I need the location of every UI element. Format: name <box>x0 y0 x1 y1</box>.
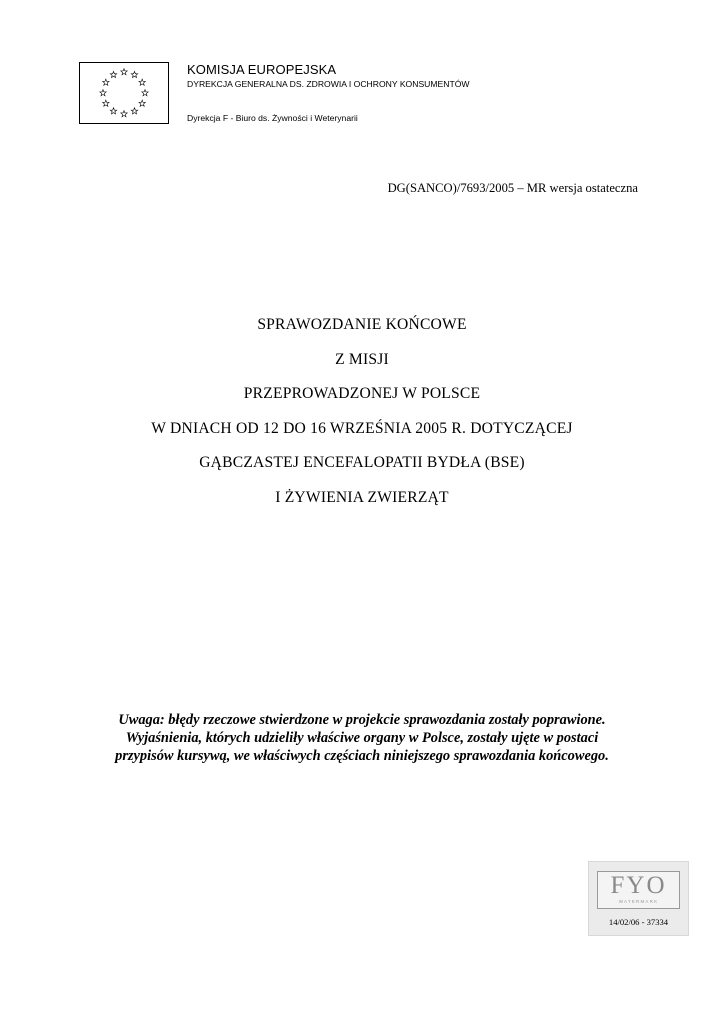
eu-star-icon <box>121 69 127 75</box>
title-line: PRZEPROWADZONEJ W POLSCE <box>243 385 481 402</box>
eu-star-icon <box>110 108 116 114</box>
watermark-logo-text: FYO <box>610 872 667 899</box>
title-line: I ŻYWIENIA ZWIERZĄT <box>275 488 449 506</box>
organization-name: KOMISJA EUROPEJSKA <box>187 62 337 77</box>
eu-star-icon <box>139 100 145 106</box>
watermark-logo-subtext: WATERMARK <box>618 899 659 904</box>
eu-star-icon <box>131 71 137 77</box>
title-line: SPRAWOZDANIE KOŃCOWE <box>257 316 467 333</box>
eu-star-icon <box>100 90 106 96</box>
eu-star-icon <box>103 100 109 106</box>
note-line: Wyjaśnienia, których udzieliły właściwe organy w Polsce, zostały ujęte w postaci <box>125 730 599 746</box>
directorate-name: Dyrekcja F - Biuro ds. Żywności i Weterynarii <box>187 113 358 123</box>
eu-stars-ring <box>80 63 168 123</box>
eu-star-icon <box>121 111 127 117</box>
document-reference: DG(SANCO)/7693/2005 – MR wersja ostateczna <box>387 181 638 195</box>
correction-note <box>40 711 684 765</box>
note-line: Uwaga: błędy rzeczowe stwierdzone w projekcie sprawozdania zostały poprawione. <box>118 712 606 728</box>
eu-star-icon <box>142 90 148 96</box>
note-line: przypisów kursywą, we właściwych częściach niniejszego sprawozdania końcowego. <box>115 748 609 764</box>
eu-flag-icon <box>79 62 169 124</box>
title-line: GĄBCZASTEJ ENCEFALOPATII BYDŁA (BSE) <box>199 454 525 471</box>
watermark-stamp-text: 14/02/06 - 37334 <box>608 917 669 927</box>
eu-star-icon <box>110 71 116 77</box>
eu-star-icon <box>139 79 145 85</box>
watermark-logo <box>597 871 680 909</box>
title-line: Z MISJI <box>335 350 389 368</box>
title-line: W DNIACH OD 12 DO 16 WRZEŚNIA 2005 R. DOTYCZĄCEJ <box>151 419 573 437</box>
eu-star-icon <box>131 108 137 114</box>
directorate-general-name: DYREKCJA GENERALNA DS. ZDROWIA I OCHRONY KONSUMENTÓW <box>187 79 470 89</box>
watermark-stamp <box>588 861 689 936</box>
eu-star-icon <box>103 79 109 85</box>
report-title <box>0 316 724 523</box>
